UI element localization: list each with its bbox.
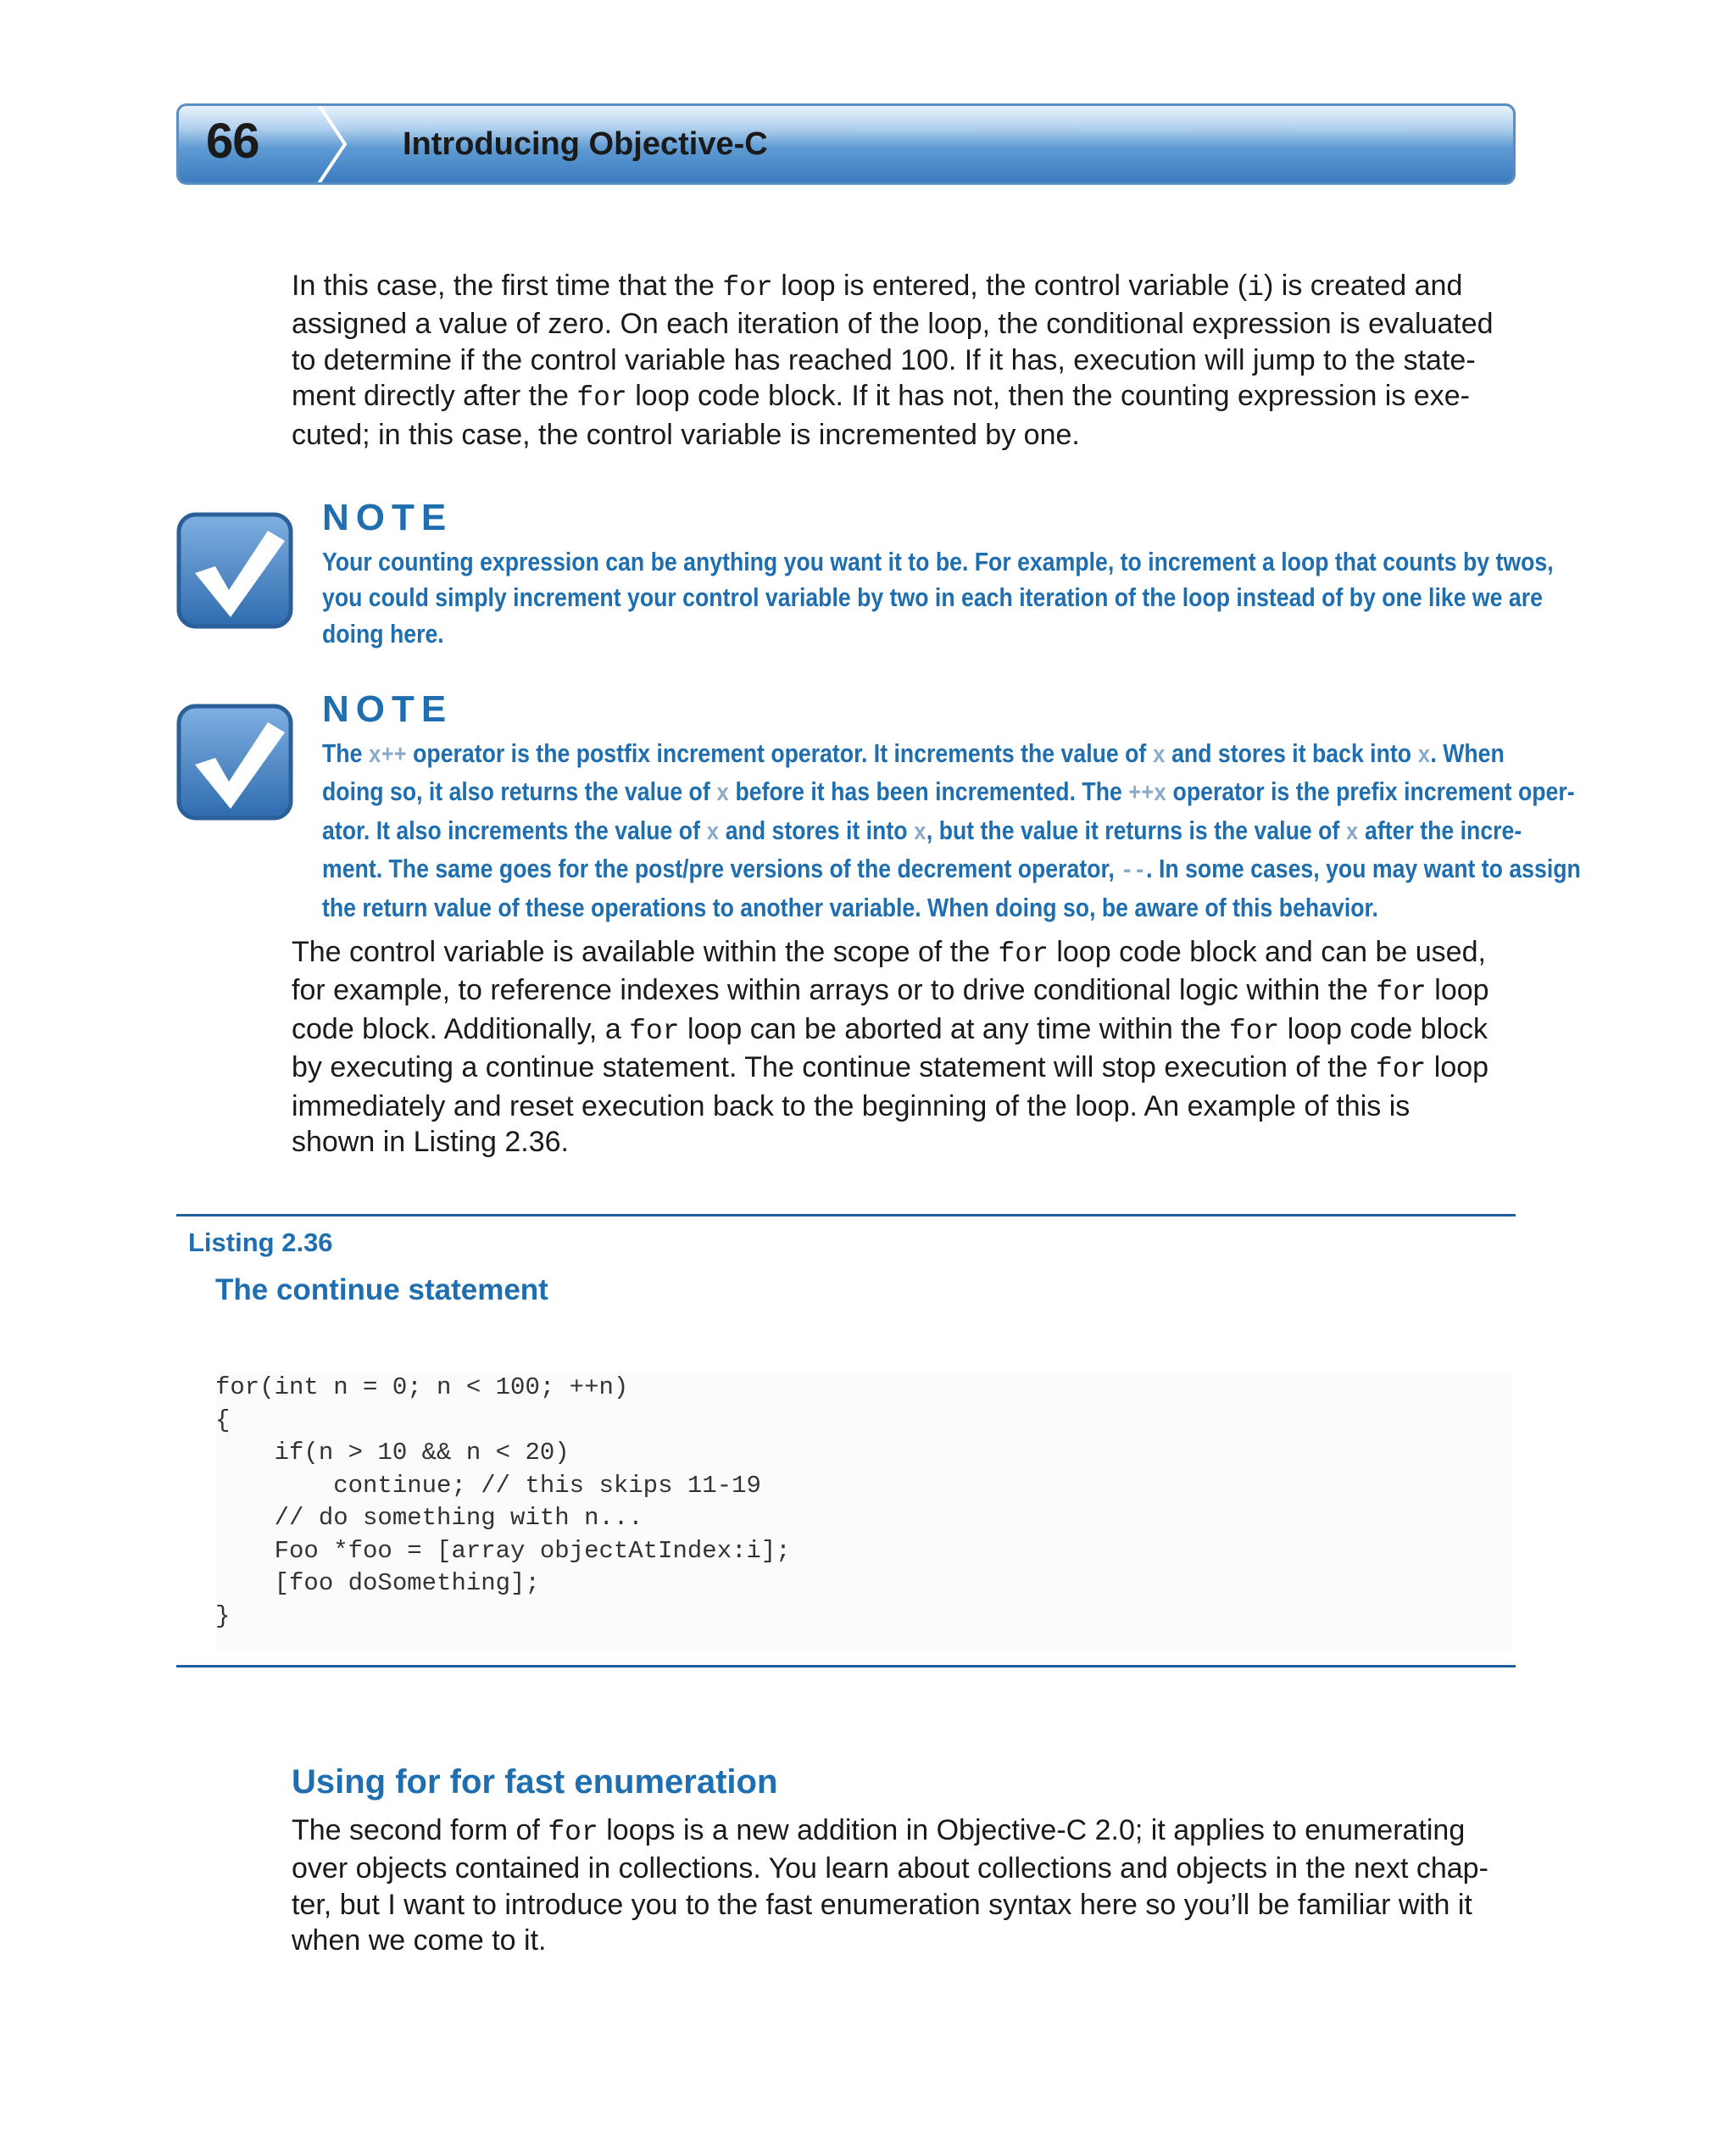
inline-code: x <box>1417 742 1431 770</box>
paragraph-intro: In this case, the first time that the for loop is entered, the control variable (i) is created and assigned a value of zero. On each iteration of the loop, the conditional expression is evaluated to determine if the control variable has reached 100. If it has, execution will jump to the state- ment directly after the for loop code block. If it has not, then the counting expression is exe- cuted; in this case, the control variable is incremented by one. <box>292 270 1494 451</box>
inline-code: -- <box>1121 857 1147 886</box>
inline-code: x <box>706 818 720 847</box>
code-line: [foo doSomething]; <box>215 1569 540 1597</box>
inline-code: x <box>913 818 926 847</box>
code-line: } <box>215 1601 231 1630</box>
chapter-title: Introducing Objective-C <box>403 126 768 162</box>
listing-top-rule <box>176 1214 1516 1216</box>
listing-bottom-rule <box>176 1665 1516 1667</box>
code-line: Foo *foo = [array objectAtIndex:i]; <box>215 1536 791 1565</box>
inline-code: for <box>998 938 1049 970</box>
inline-code: x <box>1152 742 1166 770</box>
paragraph-fast-enumeration: The second form of for loops is a new addition in Objective-C 2.0; it applies to enumerating over objects contained in collections. You learn about collections and objects in the next chap- ter, but I want to introduce you to the fast enumeration syntax here so you’ll be familiar with it when we come to it. <box>292 1814 1488 1957</box>
inline-code: for <box>1375 1054 1427 1086</box>
note-label: NOTE <box>322 688 453 730</box>
note-text: The x++ operator is the postfix increment operator. It increments the value of x and stores it back into x. When doing so, it also returns the value of x before it has been incremented. The ++x operator is the prefix increment oper- ator. It also increments the value of x and stores it into x, but the value it returns is the value of x after the incre- ment. The same goes for the post/pre versions of the decrement operator, --. In some cases, you may want to assign the return value of these operations to another variable. When doing so, be aware of this behavior. <box>322 738 1581 922</box>
inline-code: x <box>716 780 730 809</box>
checkmark-icon <box>176 704 293 821</box>
inline-code: for <box>1376 977 1427 1009</box>
listing-label: Listing 2.36 <box>188 1228 333 1257</box>
code-line: for(int n = 0; n < 100; ++n) <box>215 1373 629 1401</box>
note-label: NOTE <box>322 497 453 538</box>
inline-code: ++x <box>1128 780 1167 809</box>
inline-code: x <box>1345 818 1359 847</box>
page-number: 66 <box>206 114 259 169</box>
code-line: // do something with n... <box>215 1504 643 1532</box>
chevron-divider-icon <box>316 103 350 185</box>
chapter-header-banner <box>176 103 1516 185</box>
inline-code: for <box>576 382 627 415</box>
inline-code: for <box>1228 1015 1280 1047</box>
section-heading: Using for for fast enumeration <box>292 1763 778 1801</box>
code-block <box>215 1372 1512 1651</box>
code-line: if(n > 10 && n < 20) <box>215 1439 570 1467</box>
paragraph-control-variable: The control variable is available within the scope of the for loop code block and can be used, for example, to reference indexes within arrays or to drive conditional logic within the for loop code block. Additionally, a for loop can be aborted at any time within the for loop code block by executing a continue statement. The continue statement will stop execution of the for loop immediately and reset execution back to the beginning of the loop. An example of this is shown in Listing 2.36. <box>292 936 1489 1159</box>
inline-code: for <box>722 272 773 303</box>
code-line: { <box>215 1406 231 1434</box>
inline-code: x++ <box>368 742 407 770</box>
inline-code: for <box>548 1817 598 1848</box>
inline-code: i <box>1247 272 1265 303</box>
checkmark-icon <box>176 512 293 629</box>
inline-code: for <box>629 1015 680 1047</box>
note-text: Your counting expression can be anything you want it to be. For example, to increment a loop that counts by twos, you could simply increment your control variable by two in each iteration of the loop instead of by one like we are doing here. <box>322 547 1554 649</box>
code-line: continue; // this skips 11-19 <box>215 1471 761 1500</box>
listing-title: The continue statement <box>215 1273 548 1306</box>
